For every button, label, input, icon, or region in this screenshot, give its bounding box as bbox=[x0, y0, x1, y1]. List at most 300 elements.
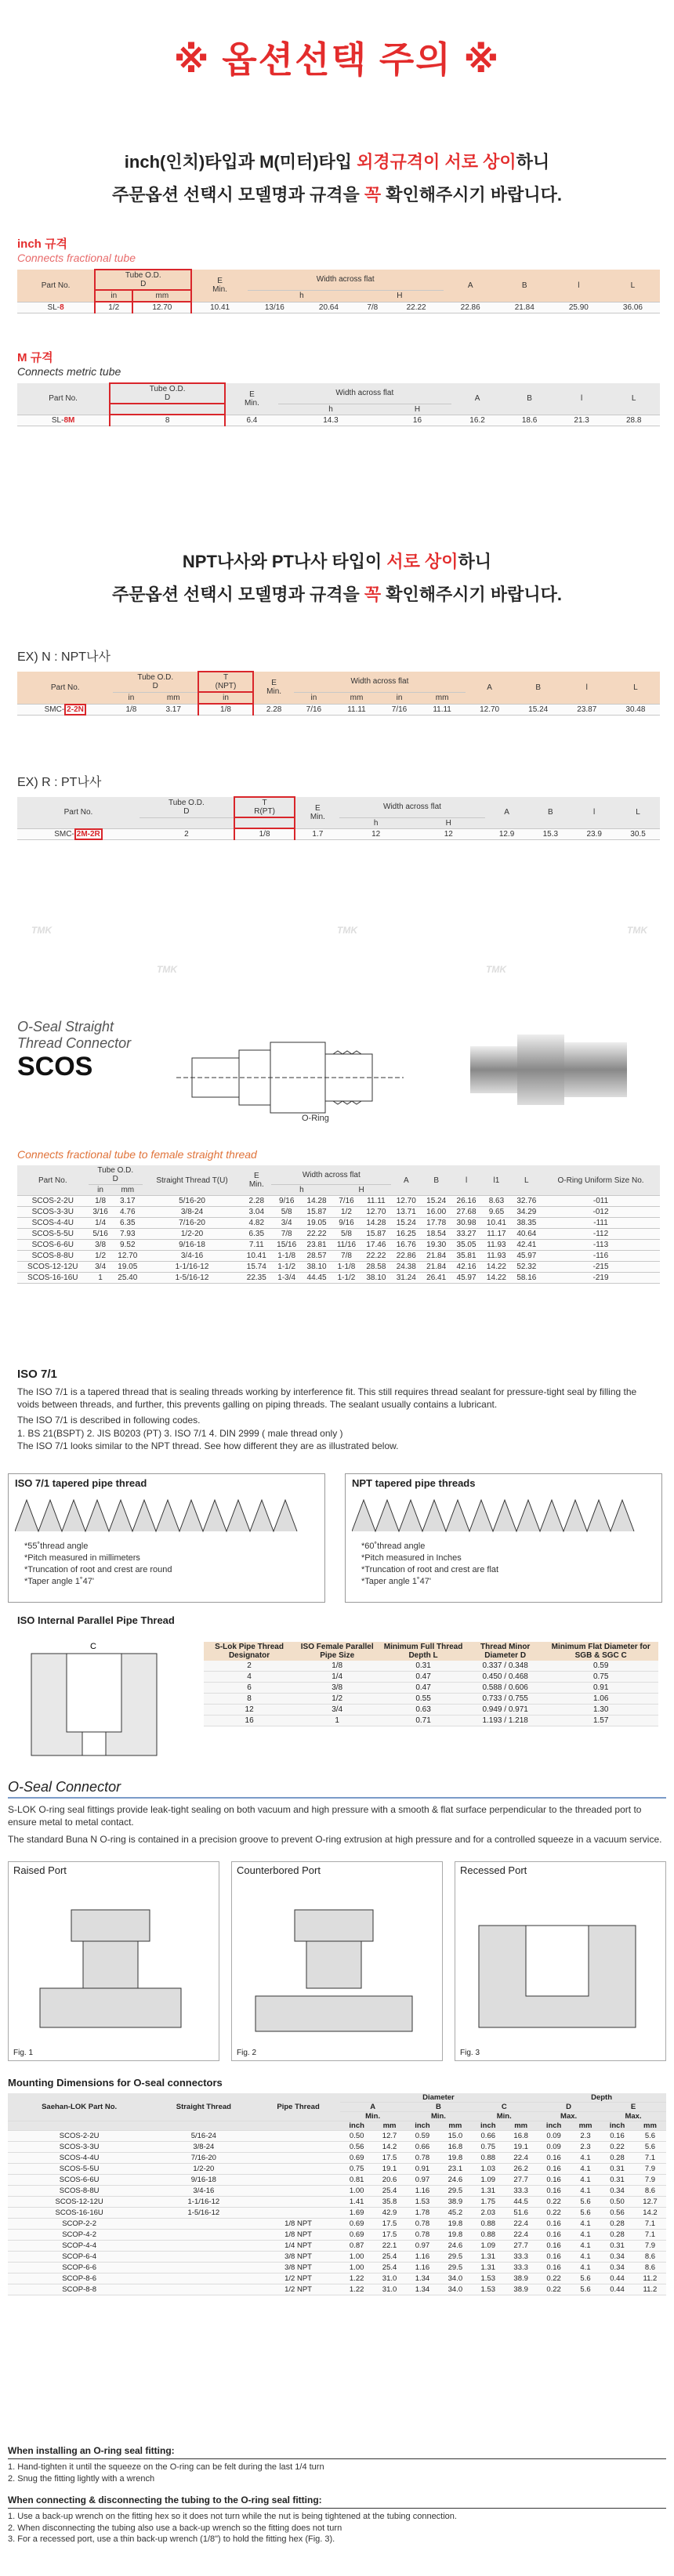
th: Minimum Flat Diameter for SGB & SGC C bbox=[543, 1642, 658, 1661]
td: SCOP-4-4 bbox=[8, 2241, 150, 2252]
oseal-p1: S-LOK O-ring seal fittings provide leak-tight sealing on both vacuum and high pressure with a smooth & flat surface perpendicular to the threaded port to ensure metal to metal contact. bbox=[8, 1804, 642, 1828]
td: 18.6 bbox=[503, 415, 556, 426]
th: Minimum Full Thread Depth L bbox=[379, 1642, 467, 1661]
td: 33.3 bbox=[505, 2186, 537, 2197]
td: 1.31 bbox=[471, 2263, 505, 2273]
td: SCOS-3-3U bbox=[17, 1207, 89, 1218]
scos-drawing bbox=[176, 1011, 411, 1144]
td: 0.16 bbox=[537, 2241, 571, 2252]
table-row bbox=[8, 2230, 666, 2241]
th: Saehan-LOK Part No. bbox=[8, 2093, 150, 2121]
inch-label: inch 규격 bbox=[17, 237, 67, 251]
iso-box-title: ISO 7/1 tapered pipe thread bbox=[15, 1477, 147, 1489]
td: 4.1 bbox=[571, 2186, 600, 2197]
td: 28.57 bbox=[302, 1251, 332, 1262]
n2-l2b: 꼭 bbox=[364, 585, 382, 604]
notice-end: 하니 bbox=[516, 152, 550, 172]
td: SCOS-5-5U bbox=[17, 1229, 89, 1240]
th: in bbox=[198, 692, 253, 704]
td: 12.7 bbox=[634, 2197, 666, 2208]
td: 17.5 bbox=[374, 2219, 406, 2230]
n2-f: 하니 bbox=[458, 552, 492, 571]
td: 12 bbox=[412, 828, 485, 840]
td bbox=[17, 302, 95, 313]
td: 16.8 bbox=[439, 2142, 471, 2153]
scos-table bbox=[17, 1165, 660, 1284]
td: 14.22 bbox=[481, 1262, 511, 1273]
td: 21.84 bbox=[498, 302, 552, 313]
td bbox=[256, 2175, 339, 2186]
notice-l2c: 확인해주시기 바랍니다. bbox=[381, 185, 563, 205]
metric-sub: Connects metric tube bbox=[17, 365, 121, 378]
connect-1: 1. Use a back-up wrench on the fitting hex so it does not turn while the nut is being tightened at the tubing connection. bbox=[8, 2511, 457, 2521]
td: 30.5 bbox=[616, 828, 660, 840]
td: SCOS-4-4U bbox=[8, 2153, 150, 2164]
td: 7/16 bbox=[379, 704, 419, 716]
td: 1/8 bbox=[89, 1196, 113, 1207]
td: 52.32 bbox=[512, 1262, 542, 1273]
td: 0.31 bbox=[600, 2175, 634, 2186]
td: 28.8 bbox=[607, 415, 660, 426]
table-row bbox=[8, 2197, 666, 2208]
fig2-label: Fig. 2 bbox=[237, 2049, 257, 2057]
td: 12.9 bbox=[485, 828, 529, 840]
td: 9.52 bbox=[113, 1240, 143, 1251]
td: 1/8 NPT bbox=[256, 2230, 339, 2241]
td: 0.31 bbox=[600, 2241, 634, 2252]
td: 1-5/16-12 bbox=[143, 1273, 241, 1284]
notice-inch: inch(인치)타입 bbox=[124, 152, 238, 172]
th: mm bbox=[634, 2121, 666, 2131]
ex-npt-label: EX) N : NPT나사 bbox=[17, 650, 111, 664]
td: 0.28 bbox=[600, 2153, 634, 2164]
td: 7/16-20 bbox=[143, 1218, 241, 1229]
th: inch bbox=[537, 2121, 571, 2131]
n2-a: NPT나사 bbox=[182, 552, 251, 571]
td: 1.34 bbox=[406, 2273, 440, 2284]
td: 16 bbox=[204, 1716, 295, 1726]
table-row bbox=[17, 1196, 660, 1207]
notice2-line-2 bbox=[0, 582, 674, 606]
td: 27.7 bbox=[505, 2175, 537, 2186]
td: 17.5 bbox=[374, 2230, 406, 2241]
th-text: Tube O.D. bbox=[97, 1166, 134, 1175]
td: 0.50 bbox=[600, 2197, 634, 2208]
iso-thread-box bbox=[8, 1473, 325, 1603]
scos-sub: Connects fractional tube to female straight thread bbox=[17, 1148, 257, 1161]
th: Min. bbox=[340, 2112, 406, 2121]
td: 11/16 bbox=[332, 1240, 361, 1251]
td: 0.81 bbox=[340, 2175, 374, 2186]
th-text: Min. bbox=[244, 398, 259, 408]
td: 21.3 bbox=[556, 415, 608, 426]
note: *Taper angle 1˚47' bbox=[24, 1576, 94, 1586]
td: 35.05 bbox=[451, 1240, 481, 1251]
td: 1.41 bbox=[340, 2197, 374, 2208]
th: O-Ring Uniform Size No. bbox=[542, 1165, 660, 1196]
td: 3.17 bbox=[149, 704, 198, 716]
fig1-label: Fig. 1 bbox=[13, 2049, 34, 2057]
mount-table bbox=[8, 2093, 666, 2295]
table-row bbox=[204, 1672, 658, 1683]
td: 11.17 bbox=[481, 1229, 511, 1240]
scos-code: SCOS bbox=[17, 1052, 93, 1081]
th: mm bbox=[334, 692, 380, 704]
td: -113 bbox=[542, 1240, 660, 1251]
td: 23.81 bbox=[302, 1240, 332, 1251]
td: 24.38 bbox=[391, 1262, 421, 1273]
fig2-drawing bbox=[232, 1879, 436, 2035]
th-text: Tube O.D. bbox=[125, 271, 161, 280]
table-row bbox=[8, 2241, 666, 2252]
td: 22.35 bbox=[241, 1273, 271, 1284]
td: 1.03 bbox=[471, 2164, 505, 2175]
td: 18.54 bbox=[421, 1229, 451, 1240]
td bbox=[150, 2273, 256, 2284]
table-row bbox=[8, 2164, 666, 2175]
td: 8.6 bbox=[634, 2252, 666, 2263]
td: 0.949 / 0.971 bbox=[467, 1705, 543, 1716]
td: 1.78 bbox=[406, 2208, 440, 2219]
td: 3.17 bbox=[113, 1196, 143, 1207]
td: 25.4 bbox=[374, 2252, 406, 2263]
th: Part No. bbox=[17, 383, 110, 415]
td: 36.06 bbox=[606, 302, 660, 313]
td: SCOS-5-5U bbox=[8, 2164, 150, 2175]
th-text: D bbox=[112, 1175, 118, 1183]
td: 6.4 bbox=[225, 415, 278, 426]
th: B bbox=[503, 383, 556, 415]
table-row bbox=[8, 2131, 666, 2142]
oseal-p2: The standard Buna N O-ring is contained in a precision groove to prevent O-ring extrusion at high pressure and for a controlled squeeze in a vacuum service. bbox=[8, 1834, 662, 1846]
ex-npt-table bbox=[17, 671, 660, 716]
td: 16.76 bbox=[391, 1240, 421, 1251]
scos-header bbox=[17, 1019, 174, 1082]
td: 4.1 bbox=[571, 2241, 600, 2252]
td: 1.00 bbox=[340, 2186, 374, 2197]
th: in bbox=[113, 692, 149, 704]
fig-counterbored-port bbox=[231, 1861, 443, 2061]
td: 2.3 bbox=[571, 2142, 600, 2153]
th: H bbox=[383, 404, 451, 415]
td: 0.34 bbox=[600, 2252, 634, 2263]
td: 3/4 bbox=[295, 1705, 379, 1716]
td: 0.16 bbox=[537, 2263, 571, 2273]
td: 1/8 NPT bbox=[256, 2219, 339, 2230]
fig3-label: Fig. 3 bbox=[460, 2049, 480, 2057]
td: 38.9 bbox=[505, 2273, 537, 2284]
td: 38.9 bbox=[505, 2284, 537, 2295]
td: 14.2 bbox=[374, 2142, 406, 2153]
td: 0.88 bbox=[471, 2219, 505, 2230]
td: SCOS-6-6U bbox=[8, 2175, 150, 2186]
td: 1/2 NPT bbox=[256, 2284, 339, 2295]
td: 4.1 bbox=[571, 2153, 600, 2164]
td: 34.29 bbox=[512, 1207, 542, 1218]
td: 51.6 bbox=[505, 2208, 537, 2219]
th: inch bbox=[600, 2121, 634, 2131]
td: 1.31 bbox=[471, 2186, 505, 2197]
install-2: 2. Snug the fitting lightly with a wrench bbox=[8, 2473, 155, 2484]
th: C bbox=[471, 2103, 537, 2112]
td: 35.81 bbox=[451, 1251, 481, 1262]
td: 0.55 bbox=[379, 1694, 467, 1705]
td: 0.44 bbox=[600, 2284, 634, 2295]
td: 10.41 bbox=[481, 1218, 511, 1229]
iso-section bbox=[17, 1368, 660, 1452]
td: 14.2 bbox=[634, 2208, 666, 2219]
td: 11.2 bbox=[634, 2284, 666, 2295]
watermark: TMK bbox=[337, 925, 357, 936]
td: 25.4 bbox=[374, 2186, 406, 2197]
oseal-title: O-Seal Connector bbox=[8, 1779, 666, 1799]
iso-p4: The ISO 7/1 looks similar to the NPT thread. See how different they are as illustrated below. bbox=[17, 1440, 399, 1451]
connect-2: 2. When disconnecting the tubing also use a back-up wrench so the fitting does not turn bbox=[8, 2523, 342, 2533]
th: in bbox=[89, 1185, 113, 1196]
th-text: T bbox=[262, 799, 267, 807]
watermark: TMK bbox=[157, 964, 177, 975]
th-text: D bbox=[183, 806, 190, 816]
td: 38.10 bbox=[302, 1262, 332, 1273]
td: 22.86 bbox=[391, 1251, 421, 1262]
table-row bbox=[17, 1262, 660, 1273]
td: 7.9 bbox=[634, 2241, 666, 2252]
th: A bbox=[466, 672, 514, 704]
td: 9/16 bbox=[271, 1196, 301, 1207]
td: 1.00 bbox=[340, 2252, 374, 2263]
td: 22.22 bbox=[390, 302, 444, 313]
td: 20.6 bbox=[374, 2175, 406, 2186]
td: 0.78 bbox=[406, 2153, 440, 2164]
table-row bbox=[204, 1705, 658, 1716]
th: l bbox=[552, 270, 606, 302]
th: in bbox=[379, 692, 419, 704]
td: 12.70 bbox=[361, 1207, 391, 1218]
td: 0.78 bbox=[406, 2219, 440, 2230]
th: Pipe Thread bbox=[256, 2093, 339, 2121]
td: 12.70 bbox=[391, 1196, 421, 1207]
td: 1/8 bbox=[113, 704, 149, 716]
td: 1/4 NPT bbox=[256, 2241, 339, 2252]
td bbox=[256, 2186, 339, 2197]
td: 1.16 bbox=[406, 2252, 440, 2263]
oring-label: O-Ring bbox=[302, 1114, 329, 1123]
td: 27.68 bbox=[451, 1207, 481, 1218]
td: 45.2 bbox=[439, 2208, 471, 2219]
table-row bbox=[17, 1229, 660, 1240]
td: 1.53 bbox=[471, 2284, 505, 2295]
th bbox=[8, 2121, 150, 2131]
td: 11.2 bbox=[634, 2273, 666, 2284]
td: 9/16-18 bbox=[150, 2175, 256, 2186]
td: 30.48 bbox=[611, 704, 660, 716]
fig3-drawing bbox=[455, 1879, 659, 2035]
npt-thread-drawing bbox=[352, 1492, 658, 1535]
table-row bbox=[204, 1683, 658, 1694]
td: 21.84 bbox=[421, 1251, 451, 1262]
td bbox=[150, 2263, 256, 2273]
th: mm bbox=[505, 2121, 537, 2131]
td: 5/16-24 bbox=[150, 2131, 256, 2142]
note: *Truncation of root and crest are round bbox=[24, 1564, 172, 1574]
td: 31.0 bbox=[374, 2273, 406, 2284]
td: SCOS-2-2U bbox=[17, 1196, 89, 1207]
td: 22.1 bbox=[374, 2241, 406, 2252]
th-text: Min. bbox=[212, 285, 228, 295]
td: 0.69 bbox=[340, 2219, 374, 2230]
td: 1-1/2 bbox=[271, 1262, 301, 1273]
table-row bbox=[8, 2252, 666, 2263]
pn-suffix: 8M bbox=[63, 415, 75, 425]
td: 1.69 bbox=[340, 2208, 374, 2219]
notice-line-2 bbox=[0, 182, 674, 206]
td: 1/4 bbox=[295, 1672, 379, 1683]
td: 1.16 bbox=[406, 2186, 440, 2197]
connect-title: When connecting & disconnecting the tubing to the O-ring seal fitting: bbox=[8, 2494, 322, 2505]
td: 3.04 bbox=[241, 1207, 271, 1218]
td: 3/4 bbox=[271, 1218, 301, 1229]
par-title: ISO Internal Parallel Pipe Thread bbox=[17, 1614, 175, 1626]
fig-recessed-port bbox=[455, 1861, 666, 2061]
td: 0.16 bbox=[537, 2153, 571, 2164]
td: 5/8 bbox=[332, 1229, 361, 1240]
td: 4.1 bbox=[571, 2164, 600, 2175]
td: 3/8 NPT bbox=[256, 2263, 339, 2273]
th: inch bbox=[471, 2121, 505, 2131]
iso-p3: 1. BS 21(BSPT) 2. JIS B0203 (PT) 3. ISO 7/1 4. DIN 2999 ( male thread only ) bbox=[17, 1427, 343, 1439]
th: B bbox=[406, 2103, 472, 2112]
pn-prefix: SL- bbox=[51, 415, 64, 425]
td: 23.87 bbox=[563, 704, 611, 716]
th-text: Tube O.D. bbox=[168, 798, 205, 807]
td: 5.6 bbox=[571, 2284, 600, 2295]
ex-pt-block bbox=[17, 772, 660, 840]
td: 10.41 bbox=[241, 1251, 271, 1262]
td: 5/16-20 bbox=[143, 1196, 241, 1207]
td: 6 bbox=[204, 1683, 295, 1694]
td: 27.7 bbox=[505, 2241, 537, 2252]
td: 1.53 bbox=[471, 2273, 505, 2284]
td: 0.87 bbox=[340, 2241, 374, 2252]
td: 0.09 bbox=[537, 2142, 571, 2153]
th: L bbox=[611, 672, 660, 704]
oseal-section bbox=[8, 1779, 666, 1846]
th: mm bbox=[439, 2121, 471, 2131]
td: 40.64 bbox=[512, 1229, 542, 1240]
notice-and: 과 bbox=[237, 152, 260, 172]
td: 7.1 bbox=[634, 2219, 666, 2230]
td: 1.193 / 1.218 bbox=[467, 1716, 543, 1726]
td: 1.31 bbox=[471, 2252, 505, 2263]
th: inch bbox=[340, 2121, 374, 2131]
td: 25.90 bbox=[552, 302, 606, 313]
td: 1-5/16-12 bbox=[150, 2208, 256, 2219]
td: 5.6 bbox=[571, 2208, 600, 2219]
td: 26.2 bbox=[505, 2164, 537, 2175]
td: 2 bbox=[204, 1661, 295, 1672]
install-title: When installing an O-ring seal fitting: bbox=[8, 2445, 175, 2456]
td bbox=[17, 704, 113, 716]
th-text: E bbox=[315, 803, 321, 813]
scos-title1: O-Seal Straight bbox=[17, 1019, 114, 1034]
td: 12.70 bbox=[466, 704, 514, 716]
table-row bbox=[17, 704, 660, 716]
td: 0.337 / 0.348 bbox=[467, 1661, 543, 1672]
th-text: E bbox=[217, 277, 223, 286]
td: 38.35 bbox=[512, 1218, 542, 1229]
td: 0.75 bbox=[340, 2164, 374, 2175]
th: L bbox=[512, 1165, 542, 1196]
td: 0.91 bbox=[406, 2164, 440, 2175]
pn-suffix: 8 bbox=[60, 303, 64, 312]
th bbox=[295, 797, 339, 828]
td: SCOP-4-2 bbox=[8, 2230, 150, 2241]
th: h bbox=[339, 817, 412, 828]
td: 33.3 bbox=[505, 2252, 537, 2263]
td: SCOP-2-2 bbox=[8, 2219, 150, 2230]
td: 1.22 bbox=[340, 2273, 374, 2284]
note: *Truncation of root and crest are flat bbox=[361, 1564, 499, 1574]
th: h bbox=[248, 290, 356, 302]
td: 0.59 bbox=[406, 2131, 440, 2142]
td: SCOS-16-16U bbox=[17, 1273, 89, 1284]
td: 0.31 bbox=[379, 1661, 467, 1672]
td bbox=[150, 2284, 256, 2295]
td: 6.35 bbox=[113, 1218, 143, 1229]
td: 15.74 bbox=[241, 1262, 271, 1273]
td: 1-1/8 bbox=[271, 1251, 301, 1262]
notice-diff: 외경규격이 서로 상이 bbox=[352, 152, 516, 172]
th bbox=[234, 797, 295, 817]
notice-l2a: 주문옵션 선택시 모델명과 규격을 bbox=[111, 185, 364, 205]
td: 12.7 bbox=[374, 2131, 406, 2142]
th: A bbox=[485, 797, 529, 828]
inch-spec-block bbox=[17, 235, 660, 313]
td: 4 bbox=[204, 1672, 295, 1683]
install-1: 1. Hand-tighten it until the squeeze on the O-ring can be felt during the last 1/4 turn bbox=[8, 2462, 324, 2472]
th bbox=[95, 270, 191, 290]
td: 0.97 bbox=[406, 2241, 440, 2252]
note: *Pitch measured in Inches bbox=[361, 1552, 462, 1563]
th: B bbox=[421, 1165, 451, 1196]
th: l bbox=[451, 1165, 481, 1196]
td: 3/4-16 bbox=[143, 1251, 241, 1262]
th-text: D bbox=[152, 681, 158, 690]
n2-l2c: 확인해주시기 바랍니다. bbox=[381, 585, 563, 604]
option-notice bbox=[0, 31, 674, 83]
th: B bbox=[514, 672, 563, 704]
td: 17.46 bbox=[361, 1240, 391, 1251]
td: 38.10 bbox=[361, 1273, 391, 1284]
n2-l2a: 주문옵션 선택시 모델명과 규격을 bbox=[111, 585, 364, 604]
td: SCOS-12-12U bbox=[17, 1262, 89, 1273]
td: 34.0 bbox=[439, 2284, 471, 2295]
td: 14.22 bbox=[481, 1273, 511, 1284]
td: 7.93 bbox=[113, 1229, 143, 1240]
notice2-line-1 bbox=[0, 549, 674, 573]
th: B bbox=[498, 270, 552, 302]
td: 35.8 bbox=[374, 2197, 406, 2208]
td: 3/4-16 bbox=[150, 2186, 256, 2197]
th-text: E bbox=[271, 679, 277, 688]
td: 1.30 bbox=[543, 1705, 658, 1716]
th bbox=[191, 270, 247, 302]
td: 1.09 bbox=[471, 2241, 505, 2252]
td: 0.91 bbox=[543, 1683, 658, 1694]
npt-thread-box bbox=[345, 1473, 662, 1603]
td: 11.11 bbox=[419, 704, 466, 716]
td bbox=[17, 828, 140, 840]
